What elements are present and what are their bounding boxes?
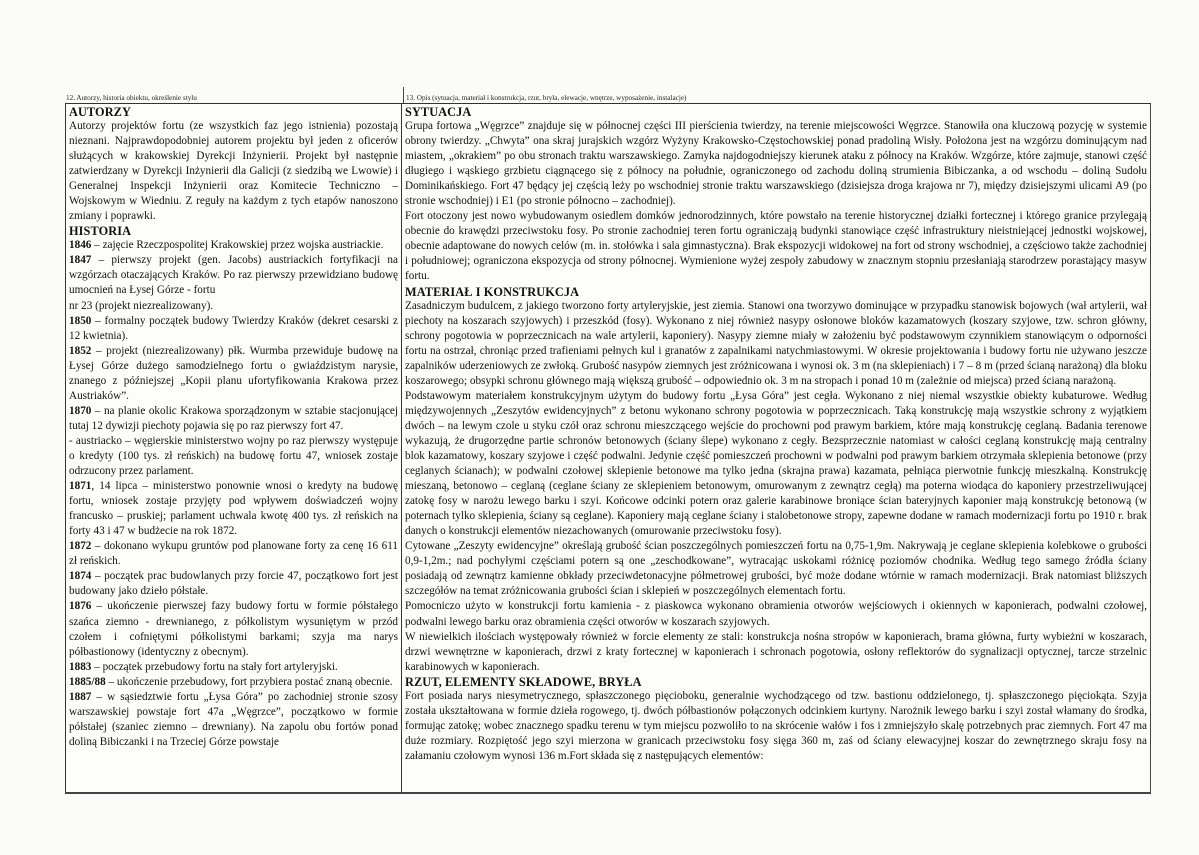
history-year: 1876: [69, 600, 92, 613]
history-entries: [69, 238, 398, 750]
history-year: 1870: [69, 404, 92, 417]
history-text: – początek przebudowy fortu na stały fort artyleryjski.: [91, 660, 338, 673]
history-text: – projekt (niezrealizowany) płk. Wurmba przewiduje budowę na Łysej Górze dużego samodzielnego fortu o gwiaździstym narysie, znanego z późniejszej „Kopii planu ufortyfikowania Krakowa przez Austriaków”.: [69, 344, 398, 402]
history-year: 1885/88: [69, 675, 106, 688]
sytuacja-paragraph: Fort otoczony jest nowo wybudowanym osiedlem domków jednorodzinnych, które powstało na terenie historycznej działki fortecznej i którego granice przylegają obecnie do krawędzi przeciwstoku fosy. Po stronie zachodniej teren fortu ograniczają budynki stanowiące część infrastruktury nieistniejącej jednostki wojskowej, obecnie adaptowane do nowych celów (m. in. stołówka i sala gimnastyczna). Brak ekspozycji widokowej na fort od strony wschodniej, a częściowo także zachodniej i południowej; ograniczona ekspozycja od strony północnej. Wymienione wyżej zespoły zabudowy w znacznym stopniu przesłaniają starodrzew porastający masyw fortu.: [405, 210, 1147, 283]
material-paragraph: Podstawowym materiałem konstrukcyjnym użytym do budowy fortu „Łysa Góra” jest cegła. Wykonano z niej niemal wszystkie obiekty kubaturowe. Według międzywojennych „Zeszytów ewidencyjnych” z betonu wykonano schrony pogotowia w poprzecznicach. Taką konstrukcję mają wszystkie schrony z wyjątkiem dwóch – na lewym czole u styku czół oraz schronu mieszczącego wejście do prochowni pod prawym barkiem, które mają konstrukcję ceglaną. Badania terenowe wykazują, że drugorzędne partie schronów betonowych (ściany ślepe) wykonano z cegły. Bezsprzecznie natomiast w całości ceglaną konstrukcję mają centralny blok kazamatowy, koszary szyjowe i część podwalni. Jedynie część pomieszczeń prochowni w podwalni pod prawym barkiem otrzymała sklepienia betonowe (przy ceglanych ścianach); w podwalni czołowej sklepienie betonowe ma tylko jedna (skrajna prawa) kazamata, pełniąca pierwotnie funkcję mieszkalną. Konstrukcję mieszaną, betonowo – ceglaną (ceglane ściany ze sklepieniem betonowym, omurowanym z zewnątrz cegłą) ma poterna wiodąca do kaponiery przestrzeliwującej zatokę fosy w narożu lewego barku i szyi. Końcowe odcinki potern oraz galerie karabinowe broniące ścian bateryjnych kaponier mają konstrukcję betonową (w poternach tylko sklepienia, ściany są ceglane). Kaponiery mają ceglane ściany i stalobetonowe stropy, zapewne dodane w ramach modernizacji fortu po 1910 r. brak danych o konstrukcji elementów niezachowanych (omurowanie przeciwstoku fosy).: [405, 389, 1147, 538]
history-year: 1887: [69, 690, 92, 703]
history-text: – początek prac budowlanych przy forcie 47, początkowo fort jest budowany jako dzieło półstałe.: [69, 570, 398, 598]
history-text: – dokonano wykupu gruntów pod planowane forty za cenę 16 611 zł reńskich.: [69, 540, 398, 568]
sytuacja-paragraph: Grupa fortowa „Węgrzce” znajduje się w północnej części III pierścienia twierdzy, na terenie miejscowości Węgrzce. Stanowiła ona kluczową pozycję w systemie obrony twierdzy. „Chwyta” ona skraj jurajskich wzgórz Wyżyny Krakowsko-Częstochowskiej ponad pradoliną Wisły. Położona jest na wzgórzu dominującym nad miastem, „okrakiem” po obu stronach traktu warszawskiego. Zamyka najdogodniejszy kierunek ataku z północy na Kraków. Wzgórze, które zajmuje, stanowi część długiego i wąskiego grzbietu ciągnącego się z północy na południe, ograniczonego od zachodu doliną strumienia Bibiczanka, a od wschodu – doliną Sudołu Dominikańskiego. Fort 47 będący jej częścią leży po wschodniej stronie traktu warszawskiego (dzisiejsza droga krajowa nr 7), między dzisiejszymi ulicami A9 (po stronie wschodniej) i E1 (po stronie północno – zachodniej).: [405, 120, 1147, 208]
history-entry: [69, 434, 398, 479]
history-entry: [69, 299, 398, 314]
heading-rzut: RZUT, ELEMENTY SKŁADOWE, BRYŁA: [405, 674, 642, 689]
history-text: – zajęcie Rzeczpospolitej Krakowskiej przez wojska austriackie.: [91, 239, 384, 252]
history-entry: [69, 599, 398, 659]
history-entry: [69, 660, 398, 675]
history-text: – na planie okolic Krakowa sporządzonym w sztabie stacjonującej tutaj 12 dywizji piechoty pojawia się po raz pierwszy fort 47.: [69, 404, 398, 432]
history-entry: [69, 238, 398, 253]
history-year: 1883: [69, 660, 92, 673]
history-text: , 14 lipca – ministerstwo ponownie wnosi o kredyty na budowę fortu, wniosek zostaje przyjęty pod wpływem doświadczeń wojny francusko – pruskiej; parlament uchwala kwotę 400 tys. zł reńskich na forty 43 i 47 w budżecie na rok 1872.: [69, 480, 398, 538]
history-text: – formalny początek budowy Twierdzy Kraków (dekret cesarski z 12 kwietnia).: [69, 314, 398, 342]
material-paragraph: Zasadniczym budulcem, z jakiego tworzono forty artyleryjskie, jest ziemia. Stanowi ona tworzywo dominujące w przypadku stanowisk bojowych (wał artylerii, wał piechoty na koszarach szyjowych) i przeszkód (fosy). Wykonano z niej również nasypy osłonowe bloków kazamatowych (koszary szyjowe, tzw. schron główny, schrony pogotowia w poprzecznicach na wale artylerii, kaponiery). Nasypy ziemne miały w założeniu być podstawowym czynnikiem stanowiącym o odporności fortu na ostrzał, chroniąc przed trafieniami pełnych kul i granatów z zapalnikami natychmiastowymi. W okresie projektowania i budowy fortu nie używano jeszcze zapalników uderzeniowych ze zwłoką. Grubość nasypów ziemnych jest zróżnicowana i wynosi ok. 3 m (na sklepieniach) i 7 – 8 m (przed ścianą narażoną) dla bloku koszarowego; obsypki schronu głównego mają większą grubość – odpowiednio ok. 3 m na stropach i ponad 10 m (zależnie od miejsca) przed ścianą narażoną.: [405, 299, 1147, 387]
heading-sytuacja: SYTUACJA: [405, 105, 472, 119]
material-paragraph: Cytowane „Zeszyty ewidencyjne” określają grubość ścian poszczególnych pomieszczeń fortu na 0,75-1,9m. Nakrywają je ceglane sklepienia kolebkowe o grubości 0,9-1,2m.; nad pochyłymi częściami potern są one „zeschodkowane”, wytracając uskokami różnicę poziomów chodnika. Według tego samego źródła ściany posiadają od zewnątrz kamienne obkłady przeciwdetonacyjne półmetrowej grubości, być może dodane wtórnie w ramach modernizacji. Brak natomiast bliższych szczegółów na temat zróżnicowania grubości ścian i sklepień w poszczególnych elementach fortu.: [405, 540, 1147, 598]
history-text: – pierwszy projekt (gen. Jacobs) austriackich fortyfikacji na wzgórzach otaczających Kraków. Po raz pierwszy przewidziano budowę umocnień na Łysej Górze - fortu: [69, 254, 398, 297]
history-year: 1850: [69, 314, 92, 327]
history-text: - austriacko – węgierskie ministerstwo wojny po raz pierwszy występuje o kredyty (100 tys. zł reńskich) na budowę fortu 47, wniosek zostaje odrzucony przez parlament.: [69, 434, 398, 478]
heading-material: MATERIAŁ I KONSTRUKCJA: [405, 284, 580, 299]
history-text: – ukończenie przebudowy, fort przybiera postać znaną obecnie.: [105, 675, 393, 688]
history-text: nr 23 (projekt niezrealizowany).: [69, 299, 214, 312]
history-entry: [69, 404, 398, 434]
right-section-caption: 13. Opis (sytuacja, materiał i konstrukcja, rzut, bryła, elewacje, wnętrze, wyposażenie, instalacje): [406, 94, 687, 102]
history-year: 1852: [69, 344, 92, 357]
history-text: – w sąsiedztwie fortu „Łysa Góra” po zachodniej stronie szosy warszawskiej powstaje fort 47a „Węgrzce”, początkowo w formie półstałej (szaniec ziemno – drewniany). Na zapolu obu fortów ponad doliną Bibiczanki i na Trzeciej Górze powstaje: [69, 690, 398, 748]
history-entry: [69, 314, 398, 344]
history-year: 1846: [69, 239, 92, 252]
history-text: – ukończenie pierwszej fazy budowy fortu w formie półstałego szańca ziemno - drewnianego, z półkolistym wysuniętym w przód czołem i cofniętymi półkolistymi barkami; szyja ma narys półbastionowy (identyczny z obecnym).: [69, 600, 398, 658]
autorzy-text: Autorzy projektów fortu (ze wszystkich faz jego istnienia) pozostają nieznani. Najprawdopodobniej autorem projektu był jeden z oficerów służących w krakowskiej Dyrekcji Inżynierii. Projekt był następnie zatwierdzany w Dyrekcji Inżynierii dla Galicji (z siedzibą we Lwowie) i Generalnej Inspekcji Inżynierii oraz Komitecie Techniczno – Wojskowym w Wiedniu. Z reguły na każdym z tych etapów nanoszono zmiany i poprawki.: [69, 120, 398, 223]
caption-divider: [403, 87, 404, 103]
history-entry: [69, 479, 398, 539]
material-paragraph: W niewielkich ilościach występowały również w forcie elementy ze stali: konstrukcja nośna stropów w kaponierach, brama główna, furty wybieżni w koszarach, drzwi wewnętrzne w kaponierach, drzwi z kraty fortecznej w kaponierach i schronach pogotowia, osłony reflektorów do sygnalizacji optycznej, tarcze strzelnic karabinowych w kaponierach.: [405, 630, 1147, 673]
history-entry: [69, 539, 398, 569]
heading-historia: HISTORIA: [69, 224, 132, 239]
history-entry: [69, 344, 398, 404]
history-entry: [69, 690, 398, 750]
authors-history-box: [65, 103, 401, 794]
history-year: 1847: [69, 254, 92, 267]
history-entry: [69, 253, 398, 298]
description-box: [401, 103, 1151, 794]
history-entry: [69, 675, 398, 690]
left-section-caption: 12. Autorzy, historia obiektu, określenie stylu: [66, 94, 197, 102]
material-paragraph: Pomocniczo użyto w konstrukcji fortu kamienia - z piaskowca wykonano obramienia otworów wejściowych i okiennych w kaponierach, podwalni czołowej, podwalni lewego barku oraz obramienia części otworów w koszarach szyjowych.: [405, 600, 1147, 628]
history-year: 1874: [69, 570, 92, 583]
history-entry: [69, 569, 398, 599]
history-year: 1871: [69, 480, 92, 493]
heading-autorzy: AUTORZY: [69, 105, 131, 119]
history-year: 1872: [69, 540, 92, 553]
rzut-paragraph: Fort posiada narys niesymetrycznego, spłaszczonego pięcioboku, generalnie wychodzącego od tzw. bastionu oddzielonego, tj. spłaszczonego pięciokąta. Szyja została ukształtowana w formie dzieła rogowego, tj. dwóch półbastionów połączonych odcinkiem kurtyny. Narożnik lewego barku i szyi został włamany do środka, formując zatokę; wobec znacznego spadku terenu w tym miejscu pozwoliło to na skrócenie wałów i fos i zmniejszyło skalę potrzebnych prac ziemnych. Fort 47 ma duże rozmiary. Rozpiętość jego szyi mierzona w granicach przeciwstoku fosy sięga 360 m, zaś od ściany elewacyjnej koszar do zewnętrznego skraju fosy na załamaniu czołowym wynosi 136 m.Fort składa się z następujących elementów:: [405, 689, 1147, 762]
